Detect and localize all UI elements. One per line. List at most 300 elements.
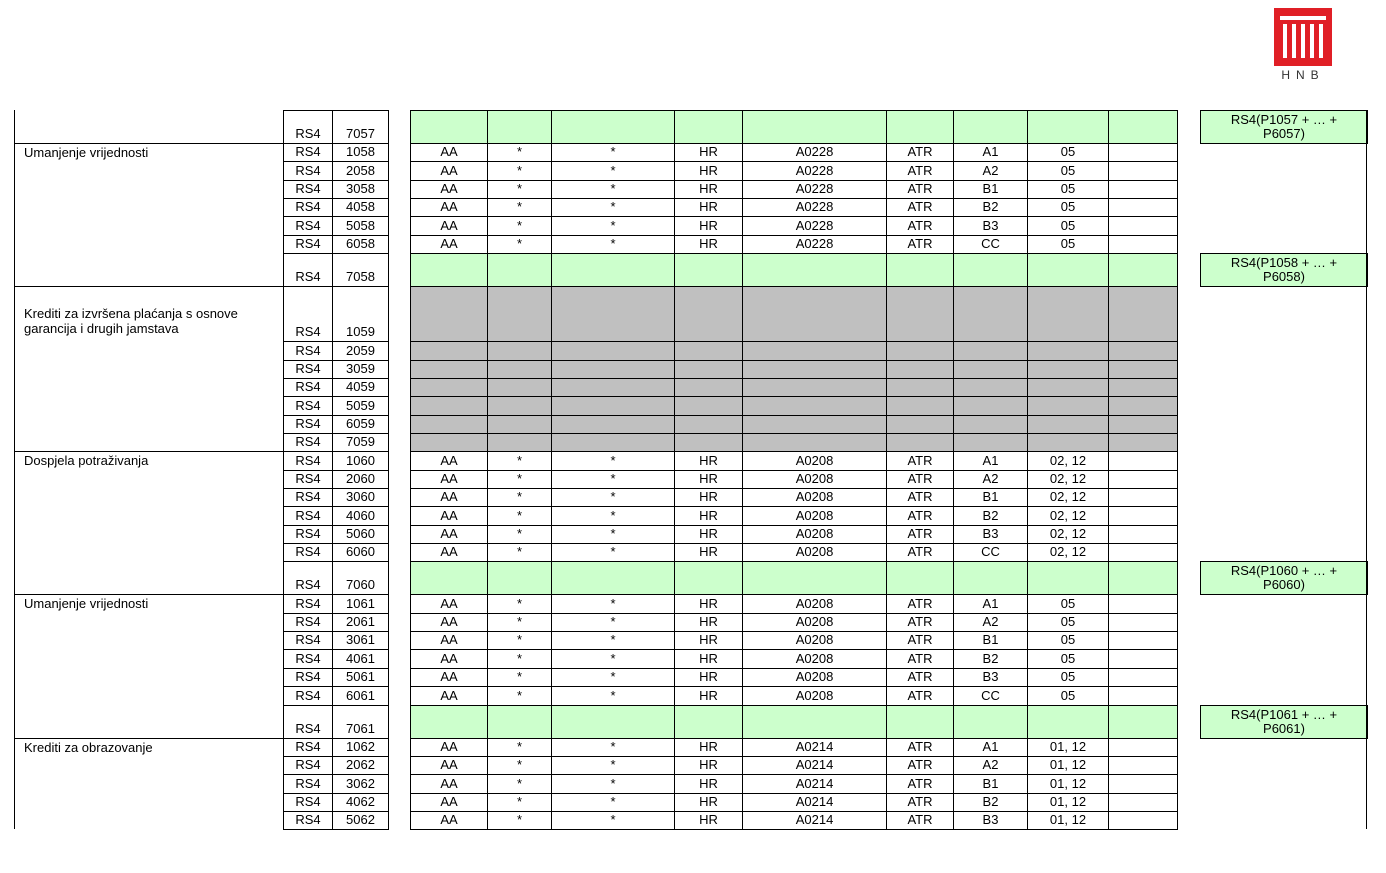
- table-cell: AA: [410, 594, 488, 613]
- table-cell: A1: [953, 594, 1028, 613]
- table-cell: A2: [953, 613, 1028, 632]
- table-cell: [1108, 161, 1178, 180]
- table-cell: [1108, 143, 1178, 162]
- table-cell: [487, 433, 552, 452]
- table-cell: HR: [674, 161, 743, 180]
- formula-line: P6060): [1263, 577, 1305, 593]
- section-border: [14, 738, 283, 739]
- table-cell: [487, 378, 552, 397]
- table-cell: [487, 705, 552, 739]
- table-cell: HR: [674, 543, 743, 562]
- table-cell: ATR: [886, 649, 954, 668]
- table-cell: *: [551, 143, 675, 162]
- table-cell: ATR: [886, 506, 954, 525]
- right-border: [1366, 110, 1367, 829]
- table-cell: [674, 415, 743, 434]
- table-cell: HR: [674, 686, 743, 705]
- code-cell: 6059: [332, 415, 389, 434]
- table-cell: *: [551, 774, 675, 793]
- section-border: [14, 451, 283, 452]
- table-cell: *: [487, 161, 552, 180]
- table-cell: *: [551, 235, 675, 254]
- table-cell: AA: [410, 180, 488, 199]
- section-label: Umanjenje vrijednosti: [24, 145, 149, 161]
- code-cell: 5059: [332, 396, 389, 415]
- table-cell: HR: [674, 756, 743, 775]
- table-cell: [410, 561, 488, 595]
- table-cell: [1108, 811, 1178, 830]
- table-cell: *: [487, 198, 552, 217]
- table-cell: [551, 341, 675, 360]
- table-cell: HR: [674, 649, 743, 668]
- table-cell: [886, 110, 954, 144]
- rs-cell: RS4: [283, 235, 333, 254]
- table-cell: AA: [410, 811, 488, 830]
- table-cell: [410, 705, 488, 739]
- table-cell: [1108, 378, 1178, 397]
- table-cell: AA: [410, 738, 488, 757]
- code-cell: 2058: [332, 161, 389, 180]
- table-cell: *: [487, 686, 552, 705]
- table-cell: *: [487, 738, 552, 757]
- table-cell: [674, 253, 743, 287]
- table-cell: HR: [674, 811, 743, 830]
- table-cell: *: [487, 470, 552, 489]
- table-cell: B2: [953, 649, 1028, 668]
- rs-cell: RS4: [283, 705, 333, 739]
- table-cell: B2: [953, 793, 1028, 812]
- code-cell: 7061: [332, 705, 389, 739]
- table-cell: [1108, 506, 1178, 525]
- table-cell: A0228: [742, 143, 887, 162]
- table-cell: [1108, 286, 1178, 342]
- code-cell: 1058: [332, 143, 389, 162]
- table-cell: [1108, 793, 1178, 812]
- table-cell: HR: [674, 594, 743, 613]
- table-cell: [1108, 686, 1178, 705]
- table-cell: [1027, 415, 1109, 434]
- code-cell: 3060: [332, 488, 389, 507]
- table-cell: 05: [1027, 649, 1109, 668]
- table-cell: [1108, 613, 1178, 632]
- code-cell: 6060: [332, 543, 389, 562]
- table-cell: [1108, 756, 1178, 775]
- table-cell: AA: [410, 793, 488, 812]
- table-cell: ATR: [886, 774, 954, 793]
- rs-cell: RS4: [283, 253, 333, 287]
- table-cell: ATR: [886, 470, 954, 489]
- table-cell: A0208: [742, 506, 887, 525]
- table-cell: 01, 12: [1027, 756, 1109, 775]
- rs-cell: RS4: [283, 561, 333, 595]
- table-cell: [1108, 649, 1178, 668]
- table-cell: [953, 705, 1028, 739]
- rs-cell: RS4: [283, 396, 333, 415]
- table-cell: [551, 415, 675, 434]
- table-cell: [1108, 488, 1178, 507]
- table-cell: [1108, 668, 1178, 687]
- table-cell: [1108, 525, 1178, 544]
- section-label: Dospjela potraživanja: [24, 453, 149, 469]
- table-cell: [953, 253, 1028, 287]
- table-cell: [551, 286, 675, 342]
- table-cell: *: [487, 180, 552, 199]
- table-cell: [1108, 543, 1178, 562]
- rs-cell: RS4: [283, 631, 333, 650]
- table-cell: [410, 433, 488, 452]
- code-cell: 6058: [332, 235, 389, 254]
- table-cell: [1027, 433, 1109, 452]
- table-cell: 05: [1027, 180, 1109, 199]
- table-cell: [551, 561, 675, 595]
- code-cell: 5061: [332, 668, 389, 687]
- table-cell: AA: [410, 161, 488, 180]
- table-cell: [674, 561, 743, 595]
- table-cell: B3: [953, 811, 1028, 830]
- code-cell: 7058: [332, 253, 389, 287]
- table-cell: ATR: [886, 451, 954, 470]
- table-cell: AA: [410, 525, 488, 544]
- table-cell: [886, 415, 954, 434]
- table-cell: ATR: [886, 488, 954, 507]
- table-cell: HR: [674, 198, 743, 217]
- table-cell: B3: [953, 216, 1028, 235]
- table-cell: [1108, 738, 1178, 757]
- logo-text: HNB: [1281, 68, 1325, 82]
- table-cell: 02, 12: [1027, 488, 1109, 507]
- table-cell: 05: [1027, 161, 1109, 180]
- code-cell: 3062: [332, 774, 389, 793]
- section-label: Krediti za obrazovanje: [24, 739, 153, 755]
- table-cell: ATR: [886, 631, 954, 650]
- table-cell: 05: [1027, 594, 1109, 613]
- table-cell: ATR: [886, 235, 954, 254]
- table-cell: [742, 433, 887, 452]
- table-cell: [953, 415, 1028, 434]
- code-cell: 7060: [332, 561, 389, 595]
- table-cell: [674, 396, 743, 415]
- table-cell: ATR: [886, 525, 954, 544]
- table-cell: *: [551, 613, 675, 632]
- table-cell: *: [487, 216, 552, 235]
- code-cell: 2062: [332, 756, 389, 775]
- table-cell: [410, 110, 488, 144]
- table-cell: [1108, 180, 1178, 199]
- table-cell: A0208: [742, 631, 887, 650]
- table-cell: [1108, 705, 1178, 739]
- table-cell: *: [551, 594, 675, 613]
- table-cell: [953, 110, 1028, 144]
- rs-cell: RS4: [283, 525, 333, 544]
- table-cell: [487, 253, 552, 287]
- table-cell: [1108, 396, 1178, 415]
- table-cell: [742, 341, 887, 360]
- table-cell: 05: [1027, 143, 1109, 162]
- table-cell: [1027, 253, 1109, 287]
- table-cell: HR: [674, 738, 743, 757]
- table-cell: A0208: [742, 613, 887, 632]
- table-cell: 05: [1027, 631, 1109, 650]
- table-cell: *: [487, 649, 552, 668]
- table-cell: *: [551, 793, 675, 812]
- table-cell: ATR: [886, 594, 954, 613]
- table-cell: A2: [953, 470, 1028, 489]
- formula-box: [1200, 705, 1368, 739]
- rs-cell: RS4: [283, 668, 333, 687]
- table-cell: [742, 396, 887, 415]
- table-cell: [551, 253, 675, 287]
- table-cell: [1108, 360, 1178, 379]
- table-cell: *: [487, 793, 552, 812]
- table-cell: HR: [674, 631, 743, 650]
- table-cell: AA: [410, 506, 488, 525]
- table-cell: 05: [1027, 613, 1109, 632]
- rs-cell: RS4: [283, 180, 333, 199]
- table-cell: *: [551, 198, 675, 217]
- table-cell: *: [487, 543, 552, 562]
- section-border: [14, 594, 283, 595]
- rs-cell: RS4: [283, 341, 333, 360]
- rs-cell: RS4: [283, 793, 333, 812]
- table-cell: A0214: [742, 793, 887, 812]
- table-cell: A1: [953, 143, 1028, 162]
- table-cell: CC: [953, 235, 1028, 254]
- rs-cell: RS4: [283, 686, 333, 705]
- rs-cell: RS4: [283, 433, 333, 452]
- table-cell: [953, 561, 1028, 595]
- code-cell: 2059: [332, 341, 389, 360]
- table-cell: AA: [410, 488, 488, 507]
- code-cell: 4059: [332, 378, 389, 397]
- table-cell: 02, 12: [1027, 470, 1109, 489]
- table-cell: AA: [410, 756, 488, 775]
- table-cell: [1108, 561, 1178, 595]
- rs-cell: RS4: [283, 216, 333, 235]
- rs-cell: RS4: [283, 143, 333, 162]
- table-cell: [487, 415, 552, 434]
- section-border: [14, 143, 283, 144]
- table-cell: *: [487, 756, 552, 775]
- table-cell: [886, 341, 954, 360]
- section-border: [14, 286, 283, 287]
- table-cell: 02, 12: [1027, 451, 1109, 470]
- table-cell: *: [487, 774, 552, 793]
- code-cell: 6061: [332, 686, 389, 705]
- table-cell: *: [551, 738, 675, 757]
- code-cell: 1061: [332, 594, 389, 613]
- rs-cell: RS4: [283, 161, 333, 180]
- table-cell: [886, 433, 954, 452]
- code-cell: 2060: [332, 470, 389, 489]
- table-cell: ATR: [886, 543, 954, 562]
- table-cell: *: [551, 649, 675, 668]
- table-cell: [1108, 198, 1178, 217]
- table-cell: B1: [953, 488, 1028, 507]
- table-cell: [551, 396, 675, 415]
- table-cell: [742, 253, 887, 287]
- table-cell: [487, 396, 552, 415]
- table-cell: HR: [674, 613, 743, 632]
- formula-line: P6057): [1263, 126, 1305, 141]
- table-cell: [742, 286, 887, 342]
- table-cell: CC: [953, 543, 1028, 562]
- table-cell: *: [551, 631, 675, 650]
- rs-cell: RS4: [283, 451, 333, 470]
- code-cell: 4061: [332, 649, 389, 668]
- code-cell: 5060: [332, 525, 389, 544]
- table-cell: [1027, 396, 1109, 415]
- table-cell: [551, 378, 675, 397]
- table-cell: [953, 396, 1028, 415]
- table-cell: B3: [953, 525, 1028, 544]
- rs-cell: RS4: [283, 649, 333, 668]
- table-cell: *: [487, 668, 552, 687]
- table-cell: HR: [674, 488, 743, 507]
- table-cell: [1108, 774, 1178, 793]
- table-cell: *: [487, 235, 552, 254]
- table-cell: HR: [674, 470, 743, 489]
- table-cell: A1: [953, 451, 1028, 470]
- table-cell: [674, 110, 743, 144]
- formula-box: [1200, 561, 1368, 595]
- table-cell: [742, 110, 887, 144]
- left-border: [14, 110, 15, 829]
- table-cell: A0228: [742, 216, 887, 235]
- rs-cell: RS4: [283, 774, 333, 793]
- table-cell: *: [551, 451, 675, 470]
- table-cell: HR: [674, 143, 743, 162]
- table-cell: 05: [1027, 686, 1109, 705]
- table-cell: A0208: [742, 470, 887, 489]
- table-cell: ATR: [886, 738, 954, 757]
- table-cell: [410, 341, 488, 360]
- table-cell: AA: [410, 774, 488, 793]
- table-cell: [410, 415, 488, 434]
- table-cell: [551, 705, 675, 739]
- formula-box: [1200, 110, 1368, 144]
- rs-cell: RS4: [283, 613, 333, 632]
- table-cell: [1027, 561, 1109, 595]
- table-cell: *: [551, 668, 675, 687]
- table-cell: B1: [953, 631, 1028, 650]
- table-cell: ATR: [886, 198, 954, 217]
- table-cell: *: [551, 161, 675, 180]
- table-cell: [674, 433, 743, 452]
- table-cell: [410, 360, 488, 379]
- table-cell: [742, 360, 887, 379]
- table-cell: [674, 286, 743, 342]
- table-cell: A0214: [742, 738, 887, 757]
- table-cell: *: [487, 811, 552, 830]
- table-cell: A1: [953, 738, 1028, 757]
- table-cell: *: [551, 811, 675, 830]
- table-cell: A2: [953, 161, 1028, 180]
- code-cell: 5058: [332, 216, 389, 235]
- table-cell: A0208: [742, 594, 887, 613]
- formula-line: RS4(P1057 + … +: [1230, 112, 1338, 127]
- table-cell: 01, 12: [1027, 811, 1109, 830]
- rs-cell: RS4: [283, 488, 333, 507]
- code-cell: 5062: [332, 811, 389, 830]
- table-cell: 02, 12: [1027, 543, 1109, 562]
- table-cell: *: [551, 180, 675, 199]
- table-cell: *: [487, 488, 552, 507]
- code-cell: 2061: [332, 613, 389, 632]
- rs-cell: RS4: [283, 110, 333, 144]
- table-cell: ATR: [886, 613, 954, 632]
- table-cell: B2: [953, 198, 1028, 217]
- table-cell: B2: [953, 506, 1028, 525]
- rs-cell: RS4: [283, 543, 333, 562]
- table-cell: A0214: [742, 774, 887, 793]
- section-label: Krediti za izvršena plaćanja s osnove garancija i drugih jamstava: [24, 306, 238, 337]
- code-cell: 4058: [332, 198, 389, 217]
- table-cell: *: [551, 506, 675, 525]
- table-cell: AA: [410, 649, 488, 668]
- table-cell: A0208: [742, 668, 887, 687]
- table-cell: [674, 341, 743, 360]
- table-cell: HR: [674, 180, 743, 199]
- table-cell: [1108, 433, 1178, 452]
- table-cell: [886, 705, 954, 739]
- formula-line: P6058): [1263, 269, 1305, 285]
- table-cell: ATR: [886, 216, 954, 235]
- code-cell: 7059: [332, 433, 389, 452]
- table-cell: [1108, 341, 1178, 360]
- table-cell: HR: [674, 451, 743, 470]
- table-cell: [953, 286, 1028, 342]
- table-cell: [410, 286, 488, 342]
- table-cell: [487, 360, 552, 379]
- table-cell: HR: [674, 668, 743, 687]
- code-cell: 1062: [332, 738, 389, 757]
- table-cell: 02, 12: [1027, 506, 1109, 525]
- table-cell: 01, 12: [1027, 774, 1109, 793]
- table-cell: 01, 12: [1027, 738, 1109, 757]
- table-cell: HR: [674, 506, 743, 525]
- table-cell: A0228: [742, 235, 887, 254]
- table-cell: [487, 110, 552, 144]
- formula-line: RS4(P1060 + … +: [1230, 563, 1338, 579]
- table-cell: [886, 561, 954, 595]
- table-cell: [742, 378, 887, 397]
- table-cell: ATR: [886, 811, 954, 830]
- table-cell: [953, 433, 1028, 452]
- table-cell: AA: [410, 686, 488, 705]
- rs-cell: RS4: [283, 470, 333, 489]
- table-cell: A0228: [742, 180, 887, 199]
- table-cell: AA: [410, 198, 488, 217]
- formula-line: RS4(P1058 + … +: [1230, 255, 1338, 271]
- table-cell: *: [487, 631, 552, 650]
- table-cell: [487, 286, 552, 342]
- table-cell: [1027, 286, 1109, 342]
- table-cell: B1: [953, 180, 1028, 199]
- table-cell: AA: [410, 143, 488, 162]
- table-cell: [1108, 631, 1178, 650]
- table-cell: [886, 396, 954, 415]
- table-cell: 02, 12: [1027, 525, 1109, 544]
- table-cell: A2: [953, 756, 1028, 775]
- table-cell: A0214: [742, 811, 887, 830]
- table-cell: ATR: [886, 793, 954, 812]
- table-cell: CC: [953, 686, 1028, 705]
- table-cell: [410, 396, 488, 415]
- table-cell: ATR: [886, 161, 954, 180]
- table-cell: [1027, 341, 1109, 360]
- table-cell: [1108, 110, 1178, 144]
- table-cell: *: [551, 756, 675, 775]
